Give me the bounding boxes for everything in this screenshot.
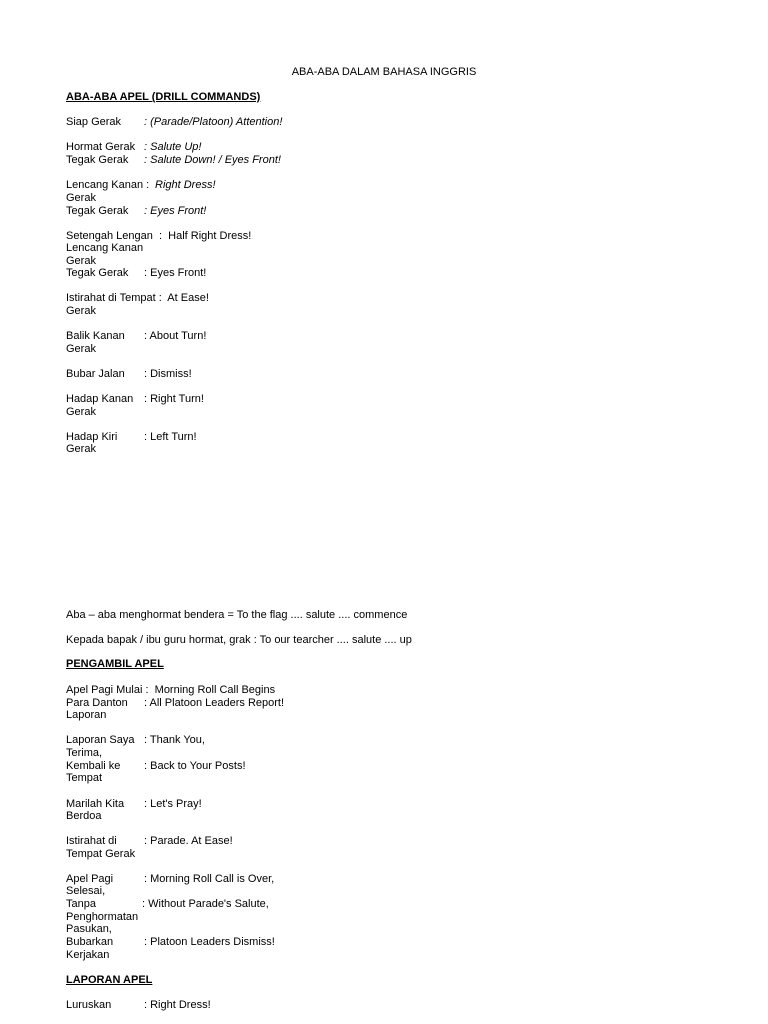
- command-id: Siap Gerak: [66, 116, 122, 128]
- command-id: Terima,: [66, 747, 103, 759]
- command-id: Istirahat di Tempat : At Ease!: [66, 292, 209, 304]
- command-id: Gerak: [66, 406, 96, 418]
- command-en: : Left Turn!: [144, 431, 197, 443]
- command-id: Setengah Lengan : Half Right Dress!: [66, 230, 252, 242]
- command-en: : Eyes Front!: [144, 267, 207, 279]
- command-id: Bubar Jalan: [66, 368, 125, 380]
- command-id: Gerak: [66, 192, 96, 204]
- command-id: Laporan Saya: [66, 734, 135, 746]
- command-id: Berdoa: [66, 810, 102, 822]
- command-id: Apel Pagi Mulai : Morning Roll Call Begins: [66, 684, 276, 696]
- command-id: Tegak Gerak: [66, 267, 129, 279]
- command-en: : Salute Up!: [144, 141, 202, 153]
- command-en: : (Parade/Platoon) Attention!: [144, 116, 283, 128]
- command-id: Lencang Kanan: [66, 242, 144, 254]
- command-en: : All Platoon Leaders Report!: [144, 697, 285, 709]
- command-en: : Eyes Front!: [144, 205, 207, 217]
- section-heading-pengambil-apel: PENGAMBIL APEL: [66, 658, 164, 670]
- command-en: : Back to Your Posts!: [144, 760, 246, 772]
- command-id: Apel Pagi: [66, 873, 114, 885]
- section-heading-drill-commands: ABA-ABA APEL (DRILL COMMANDS): [66, 91, 261, 103]
- command-id: Balik Kanan: [66, 330, 125, 342]
- command-id: Marilah Kita: [66, 798, 125, 810]
- command-id: Lencang Kanan :: [66, 179, 150, 191]
- command-id: Gerak: [66, 343, 96, 355]
- command-en: : Without Parade's Salute,: [142, 898, 269, 910]
- command-id: Hadap Kanan: [66, 393, 134, 405]
- command-id: Istirahat di: [66, 835, 117, 847]
- command-id: Tanpa: [66, 898, 96, 910]
- command-en: : Salute Down! / Eyes Front!: [144, 154, 281, 166]
- command-en: : Let's Pray!: [144, 798, 202, 810]
- command-en: : Parade. At Ease!: [144, 835, 233, 847]
- command-en: : Right Dress!: [144, 999, 211, 1011]
- command-id: Pasukan,: [66, 923, 112, 935]
- command-en: : Thank You,: [144, 734, 205, 746]
- command-id: Hadap Kiri: [66, 431, 118, 443]
- teacher-salute-line: Kepada bapak / ibu guru hormat, grak : To our tearcher .... salute .... up: [66, 634, 412, 646]
- command-id: Tempat Gerak: [66, 848, 136, 860]
- command-en: : About Turn!: [144, 330, 207, 342]
- command-id: Luruskan: [66, 999, 112, 1011]
- command-id: Kerjakan: [66, 949, 110, 961]
- command-id: Hormat Gerak: [66, 141, 136, 153]
- command-id: Selesai,: [66, 885, 106, 897]
- command-id: Tegak Gerak: [66, 205, 129, 217]
- command-en: : Right Turn!: [144, 393, 204, 405]
- section-heading-laporan-apel: LAPORAN APEL: [66, 974, 153, 986]
- command-id: Bubarkan: [66, 936, 114, 948]
- document-title: ABA-ABA DALAM BAHASA INGGRIS: [291, 66, 477, 78]
- command-id: Gerak: [66, 305, 96, 317]
- command-id: Laporan: [66, 709, 107, 721]
- command-id: Penghormatan: [66, 911, 139, 923]
- command-id: Tempat: [66, 772, 103, 784]
- command-en: : Dismiss!: [144, 368, 192, 380]
- command-id: Gerak: [66, 443, 96, 455]
- command-id: Gerak: [66, 255, 96, 267]
- command-id: Kembali ke: [66, 760, 121, 772]
- flag-salute-line: Aba – aba menghormat bendera = To the flag .... salute .... commence: [66, 609, 408, 621]
- command-en: : Morning Roll Call is Over,: [144, 873, 275, 885]
- command-id: Tegak Gerak: [66, 154, 129, 166]
- command-id: Para Danton: [66, 697, 128, 709]
- command-en: : Platoon Leaders Dismiss!: [144, 936, 275, 948]
- command-en: Right Dress!: [155, 179, 216, 191]
